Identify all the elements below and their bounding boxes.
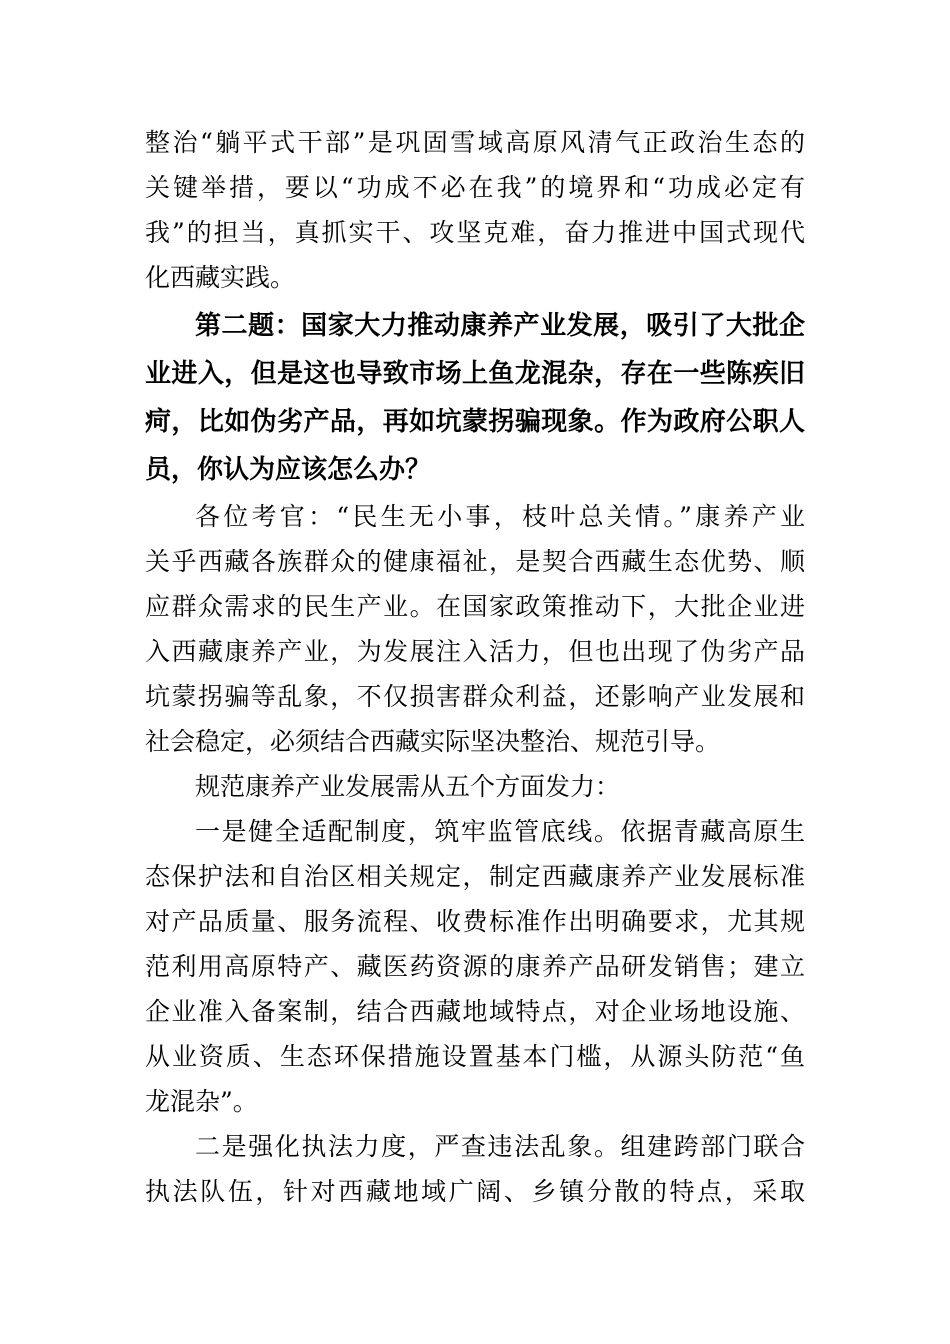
text-line: 对产品质量、服务流程、收费标准作出明确要求，尤其规: [145, 907, 805, 936]
text-line: 员，你认为应该怎么办？: [145, 455, 432, 485]
document-page: [145, 120, 805, 1214]
text-line: 关乎西藏各族群众的健康福祉，是契合西藏生态优势、顺: [145, 547, 805, 576]
text-line: 坑蒙拐骗等乱象，不仅损害群众利益，还影响产业发展和: [145, 682, 805, 711]
text-line: 入西藏康养产业，为发展注入活力，但也出现了伪劣产品: [145, 637, 805, 666]
question-heading: [145, 302, 805, 494]
text-line: 执法队伍，针对西藏地域广阔、乡镇分散的特点，采取: [145, 1177, 805, 1206]
paragraph-point-two: [145, 1124, 805, 1214]
paragraph-summary: [145, 764, 805, 809]
paragraph-conclusion: [145, 120, 805, 300]
text-line: 一是健全适配制度，筑牢监管底线。依据青藏高原生: [195, 817, 805, 846]
text-line: 业进入，但是这也导致市场上鱼龙混杂，存在一些陈疾旧: [145, 359, 805, 389]
text-line: 我”的担当，真抓实干、攻坚克难，奋力推进中国式现代: [145, 218, 805, 247]
text-line: 从业资质、生态环保措施设置基本门槛，从源头防范“鱼: [145, 1042, 805, 1071]
text-line: 二是强化执法力度，严查违法乱象。组建跨部门联合: [195, 1132, 805, 1161]
text-line: 关键举措，要以“功成不必在我”的境界和“功成必定有: [145, 173, 805, 202]
text-line: 范利用高原特产、藏医药资源的康养产品研发销售；建立: [145, 952, 805, 981]
text-line: 规范康养产业发展需从五个方面发力：: [195, 772, 621, 801]
text-line: 各位考官：“民生无小事，枝叶总关情。”康养产业: [195, 502, 805, 531]
text-line: 应群众需求的民生产业。在国家政策推动下，大批企业进: [145, 592, 805, 621]
paragraph-opening: [145, 494, 805, 764]
text-line: 化西藏实践。: [145, 263, 296, 292]
text-line: 疴，比如伪劣产品，再如坑蒙拐骗现象。作为政府公职人: [145, 407, 805, 437]
text-line: 龙混杂”。: [145, 1087, 258, 1116]
text-line: 态保护法和自治区相关规定，制定西藏康养产业发展标准: [145, 862, 805, 891]
text-line: 整治“躺平式干部”是巩固雪域高原风清气正政治生态的: [145, 128, 805, 157]
paragraph-point-one: [145, 809, 805, 1124]
text-line: 企业准入备案制，结合西藏地域特点，对企业场地设施、: [145, 997, 805, 1026]
text-line: 社会稳定，必须结合西藏实际坚决整治、规范引导。: [145, 727, 721, 756]
text-line: 第二题：国家大力推动康养产业发展，吸引了大批企: [195, 311, 805, 341]
